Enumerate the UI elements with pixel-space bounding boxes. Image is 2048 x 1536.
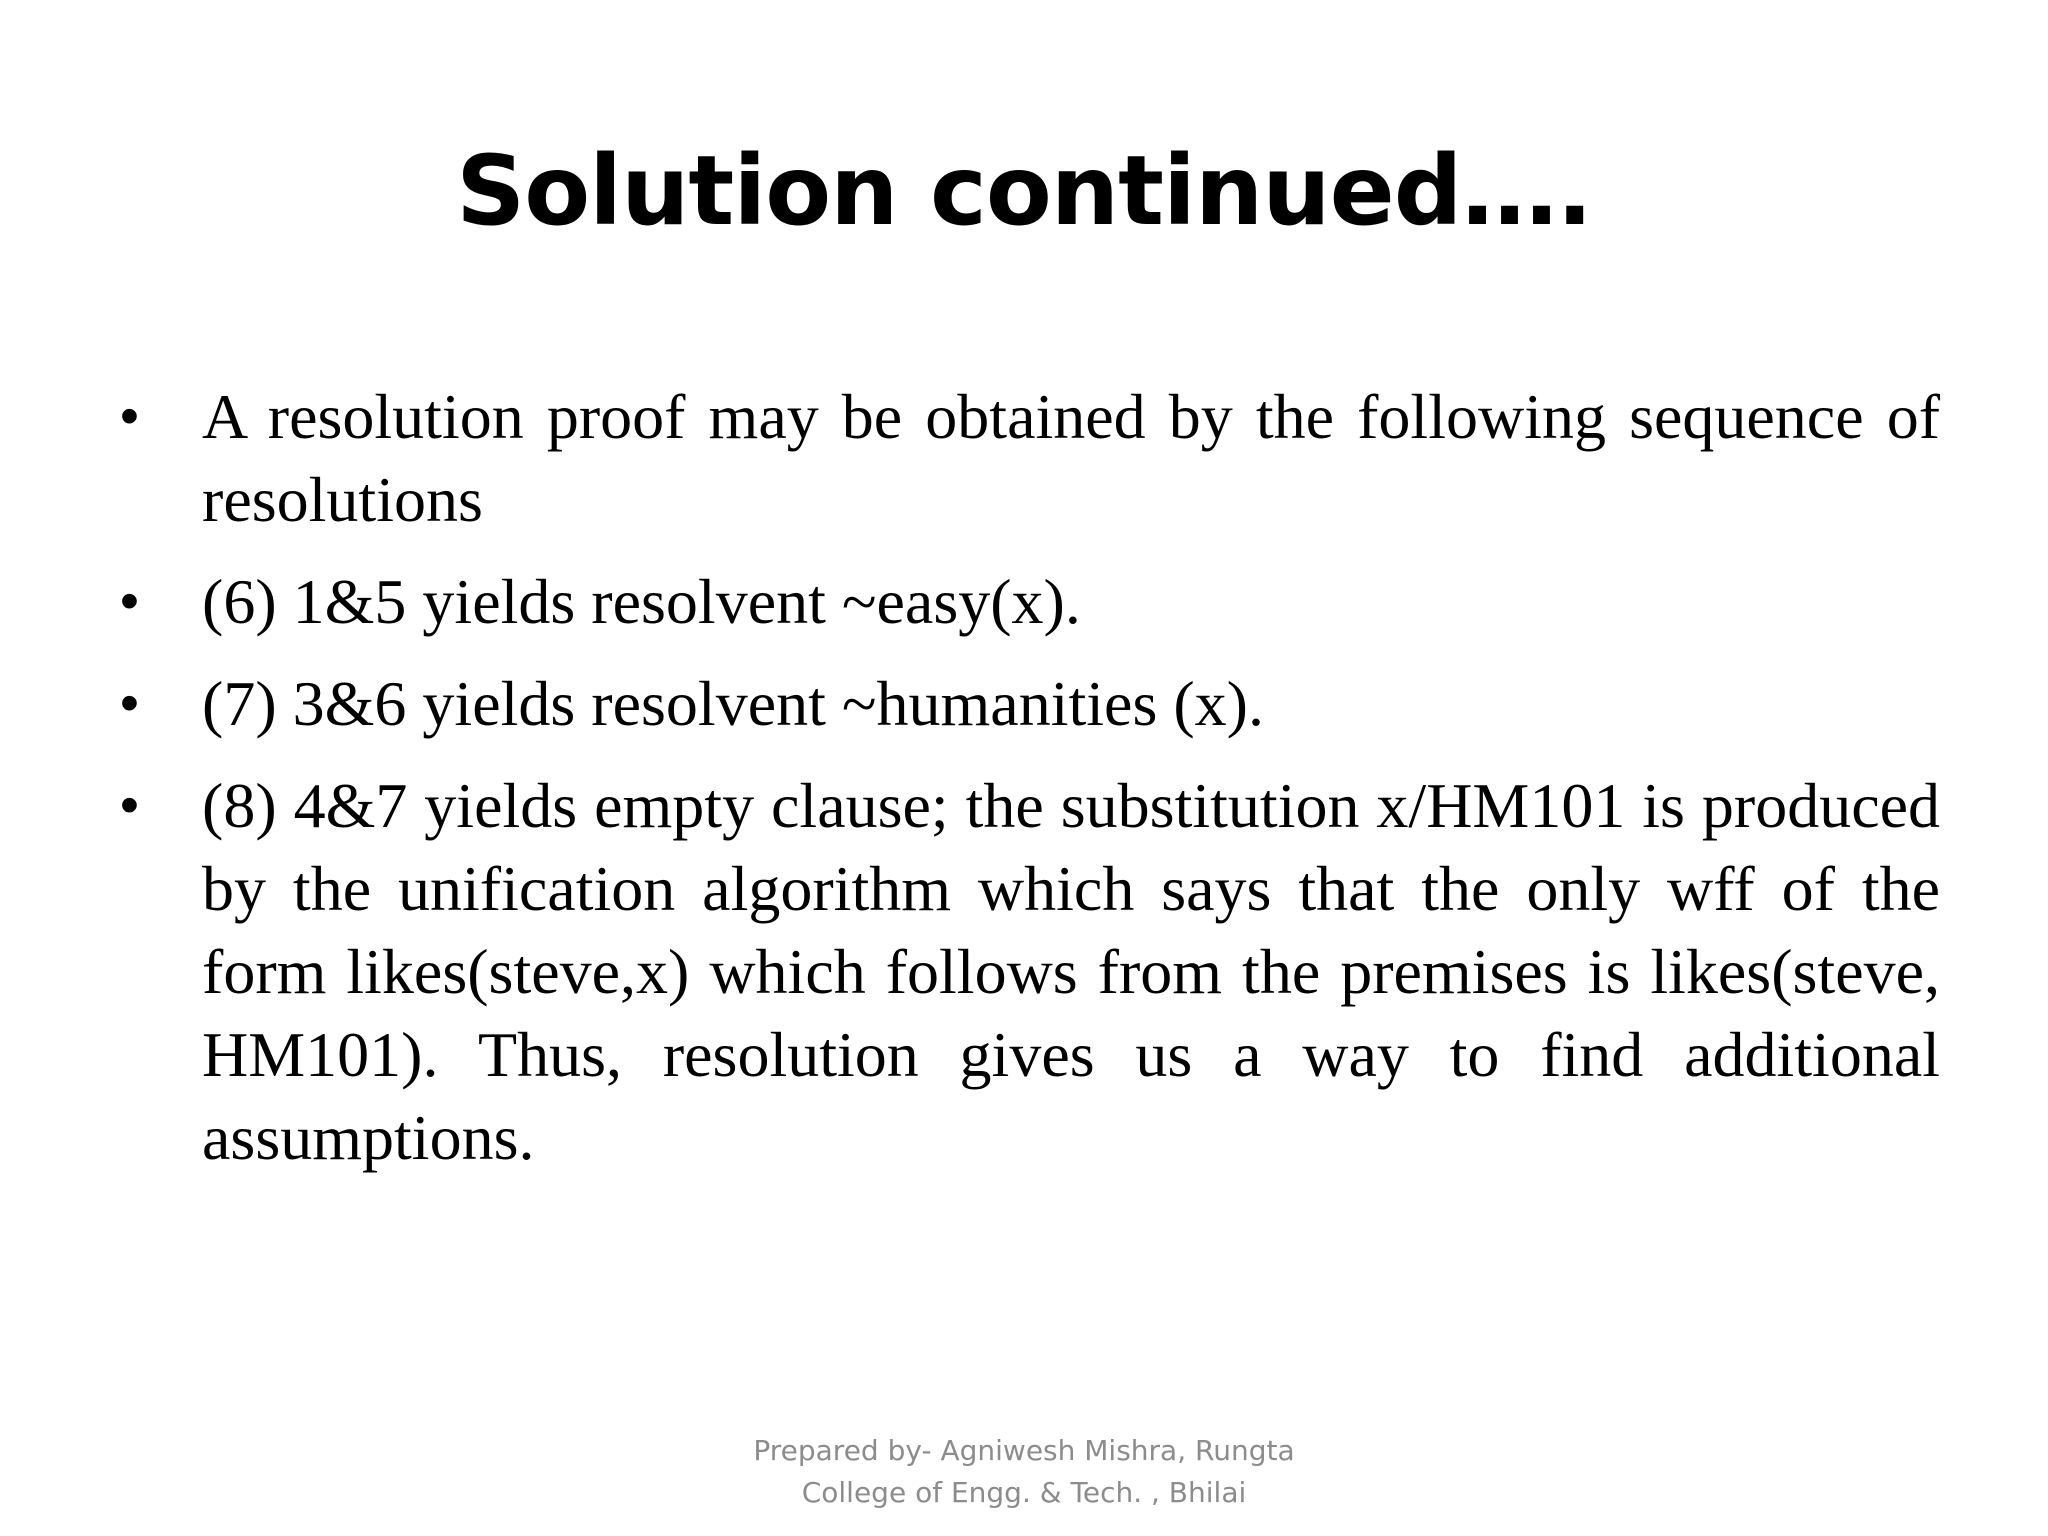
bullet-marker: • [120,386,139,446]
bullet-item [120,375,1940,541]
bullet-text: A resolution proof may be obtained by the following sequence of resolutions [202,381,1940,535]
bullet-marker: • [120,673,139,733]
bullet-text: (7) 3&6 yields resolvent ~humanities (x). [202,668,1264,739]
footer-line-2: College of Engg. & Tech. , Bhilai [801,1476,1247,1509]
bullet-marker: • [120,775,139,835]
bullet-item [120,560,1940,643]
bullet-text: (8) 4&7 yields empty clause; the substitution x/HM101 is produced by the unification algorithm which says that the only wff of the form likes(steve,x) which follows from the premises is likes(steve, HM101). Thus, resolution gives us a way to find additional assumptions. [202,770,1940,1173]
slide-title: Solution continued…. [456,135,1592,247]
footer-line-1: Prepared by- Agniwesh Mishra, Rungta [753,1434,1295,1467]
bullet-item [120,764,1940,1179]
bullet-marker: • [120,571,139,631]
footer-credit [674,1430,1374,1514]
bullet-list [120,375,1940,1198]
bullet-item [120,662,1940,745]
bullet-text: (6) 1&5 yields resolvent ~easy(x). [202,566,1081,637]
